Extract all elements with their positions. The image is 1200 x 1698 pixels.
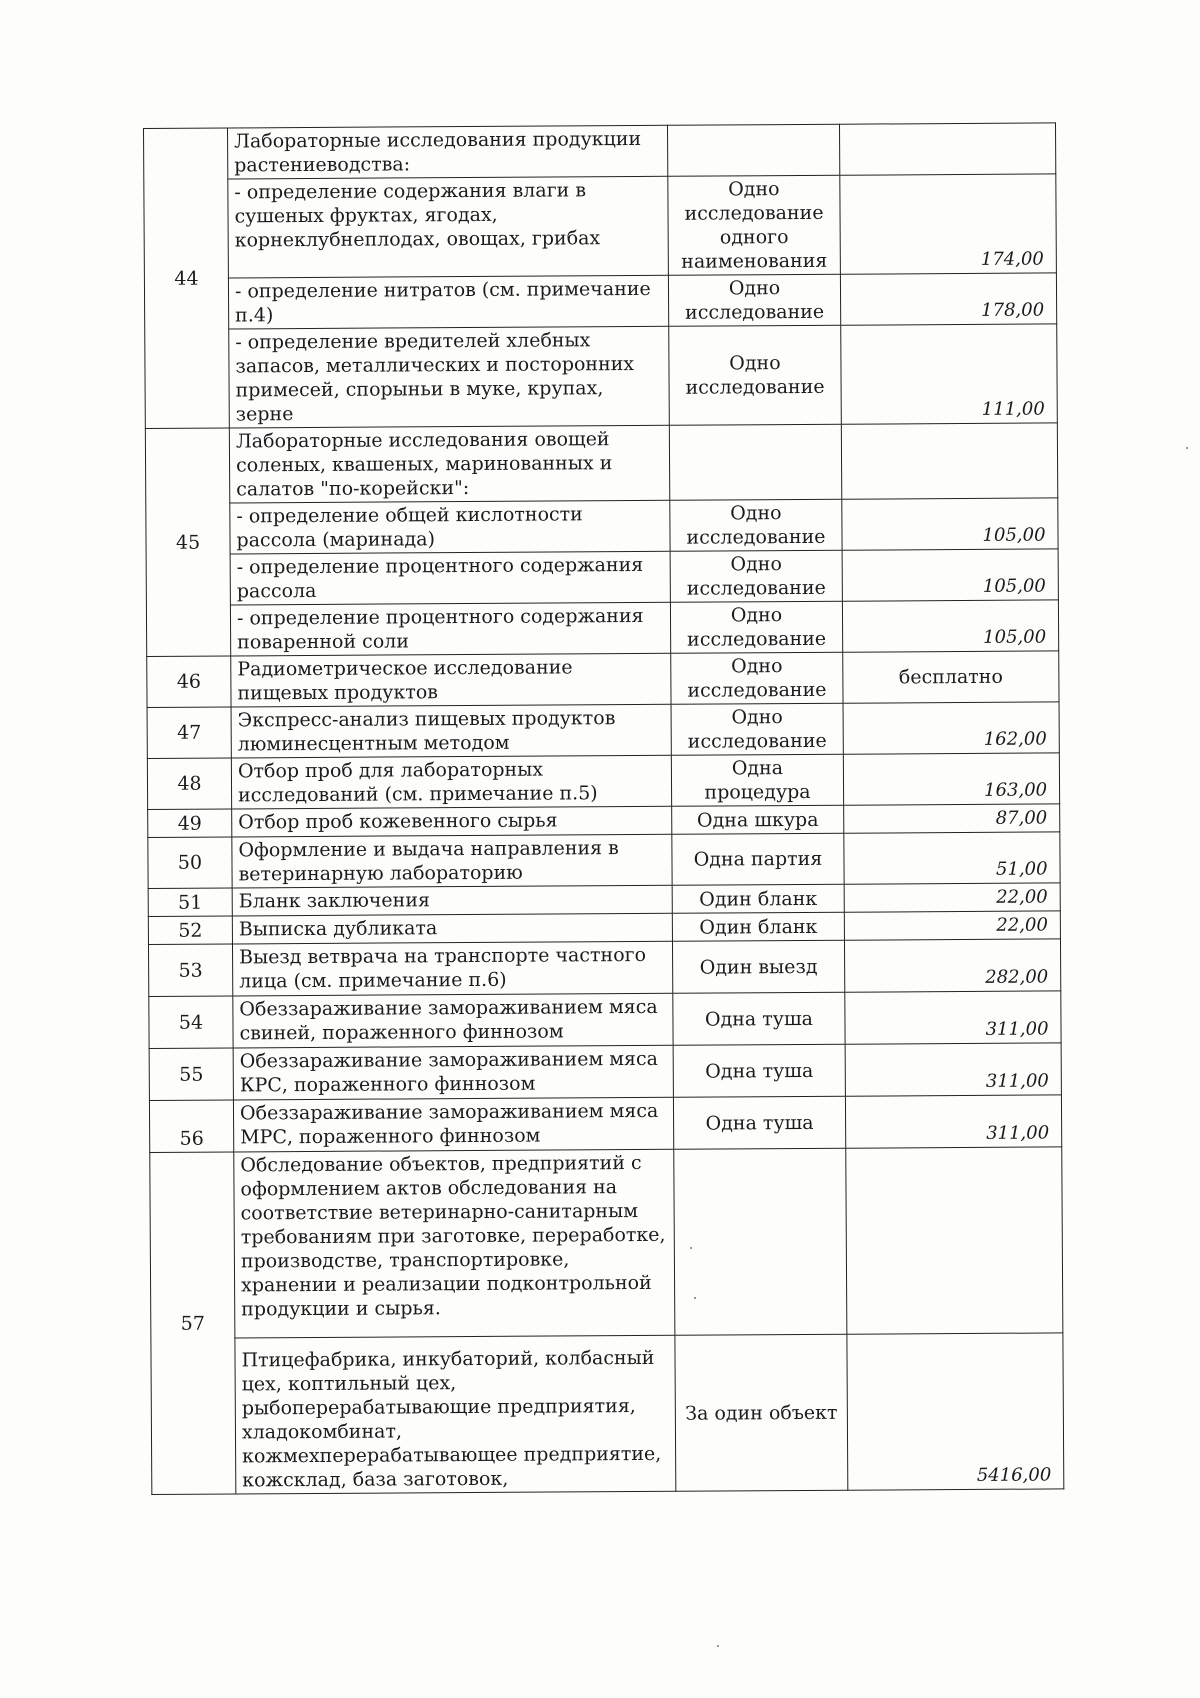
item-number: 56 [149, 1100, 233, 1153]
item-number: 49 [148, 809, 232, 838]
price-cell: 87,00 [844, 804, 1060, 833]
table-row [151, 1333, 1064, 1495]
price-cell: 311,00 [845, 991, 1061, 1044]
item-description: Выезд ветврача на транспорте частного лица (см. примечание п.6) [232, 941, 672, 996]
unit-cell: Одна туша [673, 1044, 845, 1097]
item-number: 52 [148, 916, 232, 945]
table-row [144, 123, 1056, 180]
item-description: Отбор проб для лабораторных исследований (см. примечание п.5) [231, 755, 671, 809]
item-number: 44 [144, 128, 230, 429]
unit-cell: Одно исследование [670, 550, 842, 602]
table-row [145, 324, 1058, 429]
unit-cell [669, 424, 841, 500]
item-description: - определение содержания влаги в сушеных фруктах, ягодах, корнеклубнеплодах, овощах, грибах [228, 176, 669, 278]
unit-cell: За один объект [675, 1334, 848, 1491]
item-description: - определение общей кислотности рассола (маринада) [230, 500, 670, 554]
price-cell: 111,00 [841, 324, 1058, 424]
table-row [144, 273, 1056, 330]
price-cell: 311,00 [845, 1043, 1061, 1096]
item-description: Оформление и выдача направления в ветеринарную лабораторию [232, 834, 672, 888]
item-description: Обеззараживание замораживанием мяса МРС, пораженного финнозом [233, 1097, 673, 1152]
item-number: 50 [148, 837, 232, 889]
item-number: 53 [148, 944, 232, 997]
item-description: Обеззараживание замораживанием мяса КРС, пораженного финнозом [233, 1045, 673, 1100]
unit-cell: Одна туша [673, 1096, 845, 1149]
price-cell: 105,00 [842, 549, 1058, 601]
item-number: 54 [149, 996, 233, 1049]
item-number: 57 [150, 1152, 236, 1495]
table-row [146, 549, 1058, 606]
price-cell: 311,00 [845, 1095, 1061, 1148]
item-description: Лабораторные исследования продукции растениеводства: [228, 125, 668, 179]
table-row [146, 498, 1058, 555]
unit-cell: Одна партия [672, 833, 844, 885]
price-cell [846, 1147, 1063, 1334]
unit-cell [667, 124, 839, 176]
price-cell: 22,00 [844, 883, 1060, 912]
unit-cell: Одна процедура [671, 754, 843, 806]
unit-cell: Одно исследование [671, 652, 843, 704]
price-cell: 178,00 [840, 273, 1056, 325]
unit-cell: Одно исследование [671, 703, 843, 755]
price-cell: 5416,00 [847, 1333, 1064, 1490]
scan-speck [1186, 447, 1188, 449]
unit-cell: Одно исследование одного наименования [668, 175, 841, 275]
unit-cell: Одно исследование [670, 499, 842, 551]
table-row [147, 651, 1059, 708]
scan-speck [690, 1247, 692, 1249]
item-description: Обследование объектов, предприятий с оформлением актов обследования на соответствие ветеринарно-санитарным требованиям при заготовке, переработке, производстве, транспортировке, хранении и реализации подконтрольной продукции и сырья. [234, 1149, 675, 1338]
unit-cell: Один бланк [672, 912, 844, 941]
item-number: 48 [147, 758, 231, 810]
price-cell: 22,00 [844, 911, 1060, 940]
price-list-table [143, 122, 1064, 1495]
table-row [147, 753, 1059, 810]
item-description: Обеззараживание замораживанием мяса свиней, пораженного финнозом [233, 993, 673, 1048]
table-row [149, 1043, 1061, 1101]
table-row [148, 832, 1060, 889]
item-description: - определение нитратов (см. примечание п.4) [228, 275, 668, 329]
price-cell [841, 423, 1057, 499]
scan-speck [717, 1645, 719, 1647]
item-description: Выписка дубликата [232, 913, 672, 944]
price-cell: 105,00 [842, 600, 1058, 652]
price-cell [839, 123, 1055, 175]
unit-cell: Один выезд [672, 940, 844, 993]
table-row [147, 702, 1059, 759]
item-number: 45 [145, 428, 230, 657]
price-cell: 163,00 [843, 753, 1059, 805]
table-row [144, 174, 1057, 279]
item-description: - определение процентного содержания поваренной соли [230, 602, 670, 656]
table-row [150, 1147, 1063, 1339]
price-cell: бесплатно [843, 651, 1059, 703]
unit-cell [674, 1148, 847, 1335]
unit-cell: Одно исследование [670, 601, 842, 653]
item-number: 55 [149, 1048, 233, 1101]
item-description: Птицефабрика, инкубаторий, колбасный цех, коптильный цех, рыбоперерабатывающие предприятия, хладокомбинат, кожмехперерабатывающее предприятие, кожсклад, база заготовок, [235, 1335, 676, 1494]
price-cell: 162,00 [843, 702, 1059, 754]
table-row [149, 1095, 1061, 1153]
item-number: 51 [148, 888, 232, 917]
unit-cell: Одна туша [673, 992, 845, 1045]
item-number: 46 [147, 656, 231, 708]
price-cell: 174,00 [840, 174, 1057, 274]
item-description: Радиометрическое исследование пищевых продуктов [231, 653, 671, 707]
item-description: - определение процентного содержания рассола [230, 551, 670, 605]
scan-speck [694, 1297, 696, 1299]
unit-cell: Одна шкура [672, 805, 844, 834]
item-description: Экспресс-анализ пищевых продуктов люминесцентным методом [231, 704, 671, 758]
table-row [149, 991, 1061, 1049]
unit-cell: Одно исследование [669, 325, 842, 425]
item-description: - определение вредителей хлебных запасов, металлических и посторонних примесей, спорыньи в муке, крупах, зерне [229, 326, 670, 428]
price-cell: 282,00 [844, 939, 1060, 992]
item-description: Лабораторные исследования овощей соленых, квашеных, маринованных и салатов "по-корейски": [229, 425, 669, 503]
price-cell: 105,00 [842, 498, 1058, 550]
price-cell: 51,00 [844, 832, 1060, 884]
table-row [146, 600, 1058, 657]
item-description: Бланк заключения [232, 885, 672, 916]
table-row [145, 423, 1057, 504]
unit-cell: Одно исследование [668, 274, 840, 326]
item-description: Отбор проб кожевенного сырья [232, 806, 672, 837]
table-row [148, 939, 1060, 997]
item-number: 47 [147, 707, 231, 759]
unit-cell: Один бланк [672, 884, 844, 913]
